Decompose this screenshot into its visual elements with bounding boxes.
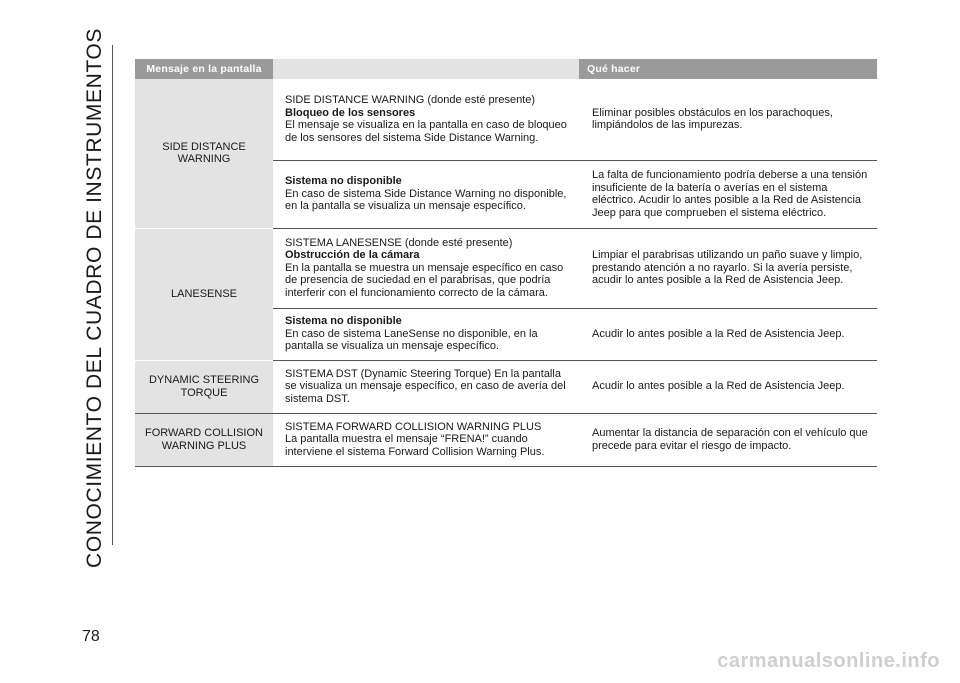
action-cell: Limpiar el parabrisas utilizando un paño suave y limpio, prestando atención a no rayarlo. Si la avería persiste, acudir lo antes posible a la Red de Asistencia Jeep.	[579, 228, 877, 308]
description-cell	[273, 160, 579, 228]
action-cell: Acudir lo antes posible a la Red de Asistencia Jeep.	[579, 308, 877, 360]
description-text: SISTEMA DST (Dynamic Steering Torque) En la pantalla se visualiza un mensaje específico, en caso de avería del sistema DST.	[285, 367, 566, 405]
header-action: Qué hacer	[579, 59, 877, 79]
table-row	[135, 228, 877, 308]
action-cell: Eliminar posibles obstáculos en los parachoques, limpiándolos de las impurezas.	[579, 79, 877, 160]
description-cell	[273, 79, 579, 160]
chapter-divider	[112, 45, 113, 545]
message-cell: FORWARD COLLISION WARNING PLUS	[135, 413, 273, 466]
action-cell: Acudir lo antes posible a la Red de Asistencia Jeep.	[579, 360, 877, 413]
description-cell	[273, 360, 579, 413]
description-text: En caso de sistema LaneSense no disponible, en la pantalla se visualiza un mensaje específico.	[285, 327, 538, 353]
table-header-row	[135, 59, 877, 79]
message-cell: DYNAMIC STEERING TORQUE	[135, 360, 273, 413]
description-heading: SISTEMA FORWARD COLLISION WARNING PLUS	[285, 420, 542, 433]
description-subheading: Bloqueo de los sensores	[285, 106, 416, 119]
description-text: En caso de sistema Side Distance Warning no disponible, en la pantalla se visualiza un mensaje específico.	[285, 187, 567, 213]
display-messages-table	[135, 59, 877, 467]
description-subheading: Obstrucción de la cámara	[285, 249, 420, 262]
message-cell: LANESENSE	[135, 228, 273, 360]
page-number: 78	[82, 628, 100, 645]
chapter-title-text: CONOCIMIENTO DEL CUADRO DE INSTRUMENTOS	[83, 28, 107, 568]
watermark: carmanualsonline.info	[717, 650, 940, 672]
table-row	[135, 79, 877, 160]
description-text: La pantalla muestra el mensaje “FRENA!” cuando interviene el sistema Forward Collision Warning Plus.	[285, 433, 545, 458]
table-row	[135, 413, 877, 466]
description-subheading: Sistema no disponible	[285, 315, 402, 328]
description-heading: SISTEMA LANESENSE (donde esté presente)	[285, 236, 513, 249]
action-cell: La falta de funcionamiento podría deberse a una tensión insuficiente de la batería o averías en el sistema eléctrico. Acudir lo antes posible a la Red de Asistencia Jeep para que comprueben el sistema eléctrico.	[579, 160, 877, 228]
description-cell	[273, 308, 579, 360]
action-cell: Aumentar la distancia de separación con el vehículo que precede para evitar el riesgo de impacto.	[579, 413, 877, 466]
description-heading: SIDE DISTANCE WARNING (donde esté presente)	[285, 94, 536, 107]
header-blank	[273, 59, 579, 79]
description-cell	[273, 413, 579, 466]
description-cell	[273, 228, 579, 308]
description-text: En la pantalla se muestra un mensaje específico en caso de presencia de suciedad en el parabrisas, que podría interferir con el funcionamiento correcto de la cámara.	[285, 261, 564, 299]
table-row	[135, 360, 877, 413]
message-cell: SIDE DISTANCE WARNING	[135, 79, 273, 228]
description-subheading: Sistema no disponible	[285, 175, 402, 188]
header-message: Mensaje en la pantalla	[135, 59, 273, 79]
description-text: El mensaje se visualiza en la pantalla en caso de bloqueo de los sensores del sistema Side Distance Warning.	[285, 119, 567, 144]
